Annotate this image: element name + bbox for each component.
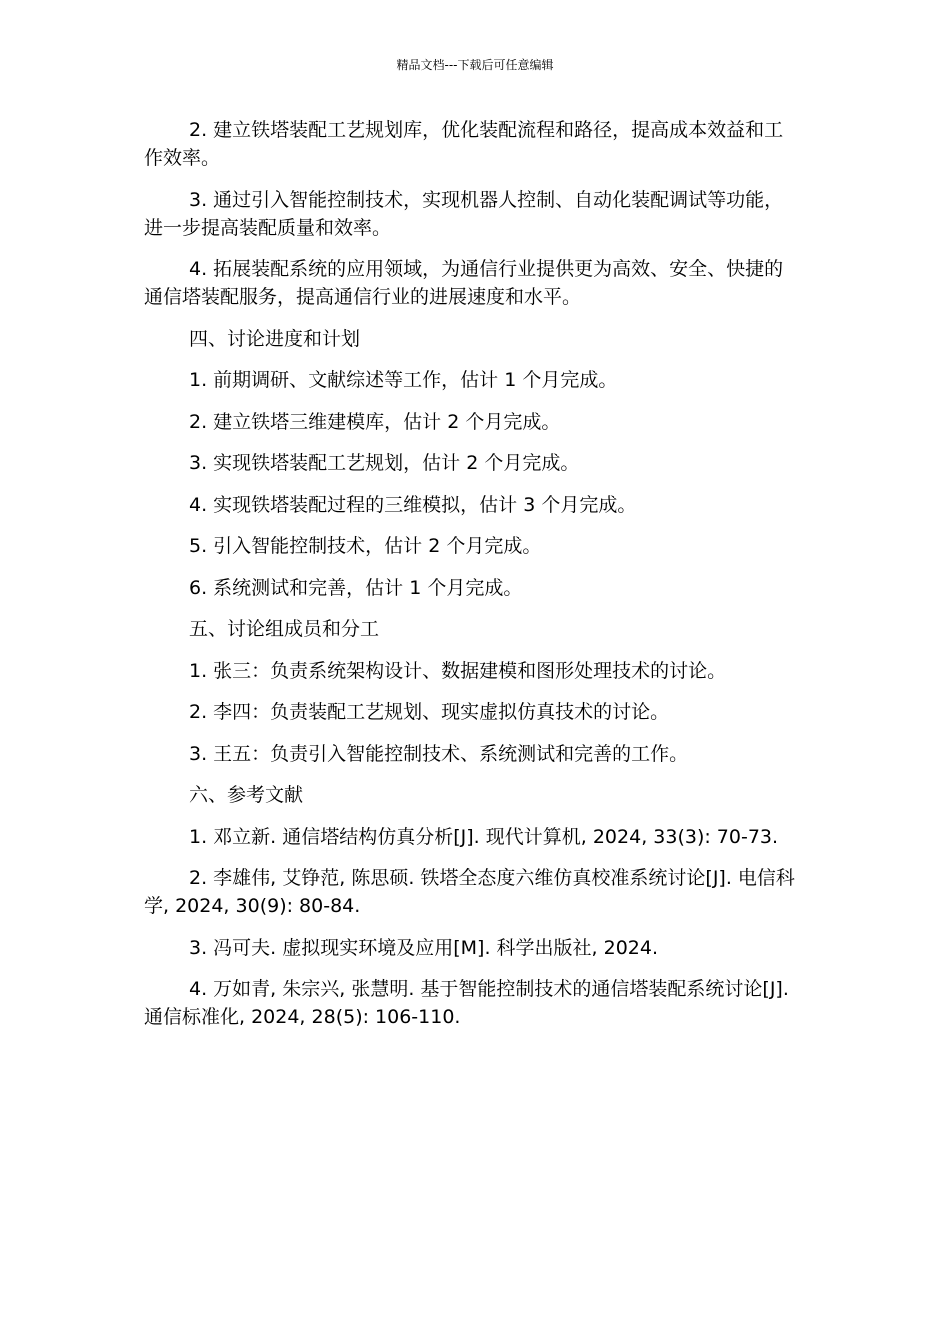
- member-item-3: 3. 王五：负责引入智能控制技术、系统测试和完善的工作。: [189, 742, 689, 765]
- schedule-item-5: 5. 引入智能控制技术，估计 2 个月完成。: [189, 535, 542, 557]
- section-heading-members: 五、讨论组成员和分工: [189, 618, 380, 640]
- member-item-1: 1. 张三：负责系统架构设计、数据建模和图形处理技术的讨论。: [189, 659, 727, 682]
- reference-item-1: 1. 邓立新. 通信塔结构仿真分析[J]. 现代计算机, 2024, 33(3): 70-73.: [189, 825, 779, 848]
- page-header: 精品文档---下载后可任意编辑: [396, 58, 554, 72]
- reference-item-3: 3. 冯可夫. 虚拟现实环境及应用[M]. 科学出版社, 2024.: [189, 936, 659, 959]
- document-body: [144, 116, 800, 1045]
- schedule-item-1: 1. 前期调研、文献综述等工作，估计 1 个月完成。: [189, 369, 618, 391]
- schedule-item-3: 3. 实现铁塔装配工艺规划，估计 2 个月完成。: [189, 452, 580, 474]
- reference-item-2: 2. 李雄伟, 艾铮范, 陈思硕. 铁塔全态度六维仿真校准系统讨论[J]. 电信科学, 2024, 30(9): 80-84.: [144, 867, 795, 917]
- schedule-item-2: 2. 建立铁塔三维建模库，估计 2 个月完成。: [189, 410, 561, 433]
- section-heading-references: 六、参考文献: [189, 784, 304, 806]
- goal-item-4: 4. 拓展装配系统的应用领域，为通信行业提供更为高效、安全、快捷的通信塔装配服务，提高通信行业的进展速度和水平。: [144, 258, 784, 308]
- goal-item-3: 3. 通过引入智能控制技术，实现机器人控制、自动化装配调试等功能，进一步提高装配质量和效率。: [144, 188, 784, 239]
- reference-item-4: 4. 万如青, 朱宗兴, 张慧明. 基于智能控制技术的通信塔装配系统讨论[J]. 通信标准化, 2024, 28(5): 106-110.: [144, 978, 789, 1028]
- schedule-item-6: 6. 系统测试和完善，估计 1 个月完成。: [189, 576, 523, 599]
- goal-item-2: 2. 建立铁塔装配工艺规划库，优化装配流程和路径，提高成本效益和工作效率。: [144, 119, 784, 169]
- section-heading-schedule: 四、讨论进度和计划: [189, 327, 361, 350]
- schedule-item-4: 4. 实现铁塔装配过程的三维模拟，估计 3 个月完成。: [189, 493, 637, 516]
- member-item-2: 2. 李四：负责装配工艺规划、现实虚拟仿真技术的讨论。: [189, 701, 670, 723]
